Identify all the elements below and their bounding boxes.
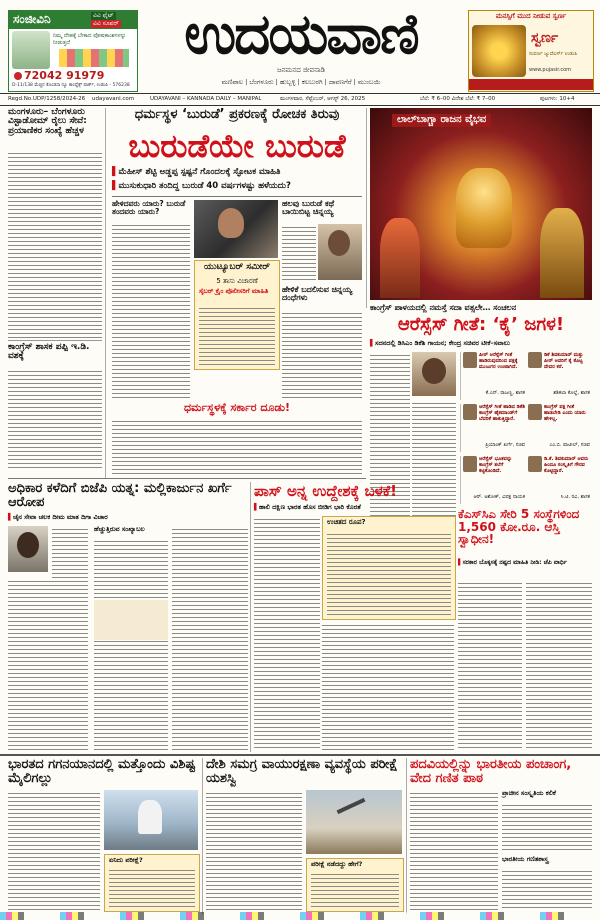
quote-6-text: ಡಿ.ಕೆ. ಶಿವಕುಮಾರ್ ಅವರು ಹಿಂದೂ ಸಂಸ್ಕೃತಿಗೆ ಗೌರವ ಕೊಟ್ಟಿದ್ದಾರೆ. (544, 456, 589, 474)
lead-side2: ಹೇಳಿಕೆ ಬದಲಿಸುವ ಚಿನ್ನಯ್ಯ ದಂಧೆಗಳು (282, 285, 353, 303)
quote-avatar (463, 404, 477, 420)
kharge-bullet-text: ಚೈನ ಸೇವಾ ಚಲಕ ದೀಮ ಮಾತ ದಿಗಾ ವಿಚಾರ (13, 513, 108, 521)
page-count: ಪುಟಗಳು: 10+4 (540, 96, 575, 102)
gaganyaan-box-title: ಏನಿದು ಪರೀಕ್ಷೆ? (109, 856, 143, 864)
rss-headline: ಆರೆಸ್ಸೆಸ್ ಗೀತೆ: ‘ಕೈ’ ಜಗಳ! (397, 314, 565, 335)
right-ad[interactable] (468, 10, 594, 92)
lead-bullet-2-text: ಮುಸುಕುಧಾರಿ ತಂದಿದ್ದ ಬುರುಡೆ 40 ವರ್ಷಗಳಷ್ಟು ಹಳೆಯದು? (118, 181, 291, 191)
website: udayavani.com (92, 96, 135, 102)
panchanga-body-1 (410, 790, 498, 910)
airdefence-box-body (311, 871, 399, 907)
quote-avatar (528, 352, 542, 368)
rss-kicker: ಕಾಂಗ್ರೆಸ್ ಪಾಳಯದಲ್ಲಿ ನಮಸ್ತೆ ಸದಾ ವತ್ಸಲೇ… ಸಂಚಲನ (370, 303, 517, 312)
quote-5-text: ಆರೆಸ್ಸೆಸ್ ಭೂತವನ್ನು ಕಾಂಗ್ರೆಸ್ ತಲೆಗೆ ಕಟ್ಟಿಕೊಂಡಿದೆ. (479, 456, 513, 474)
kharge-body-3 (94, 538, 168, 750)
quote-1-by: ಕೆ.ಎನ್. ರಾಜಣ್ಣ, ಶಾಸಕ (485, 390, 525, 396)
pass-body-1 (254, 516, 320, 750)
lead-body-1 (112, 222, 190, 398)
quote-box-4 (528, 404, 592, 452)
masthead-tagline: ಜನಮನದ ಜೀವನಾಡಿ (277, 66, 325, 74)
left-ad-person-photo (12, 31, 50, 69)
quote-avatar (463, 352, 477, 368)
youtuber-body (199, 305, 275, 365)
quote-5-by: ಆರ್. ಅಶೋಕ್, ವಿಪಕ್ಷ ನಾಯಕ (473, 494, 525, 500)
airdefence-box (306, 858, 404, 912)
gaganyaan-body (8, 790, 100, 910)
hrule-bottom (0, 754, 600, 756)
left-ad[interactable] (8, 10, 138, 92)
kharge-headline: ಅಧಿಕಾರ ಕಳೆದಿಗೆ ಬಿಜೆಪಿ ಯತ್ನ: ಮಲ್ಲಿಕಾರ್ಜುನ ಖರ್ಗೆ ಆರೋಪ (8, 481, 232, 510)
quote-avatar (463, 456, 477, 472)
kspc-body-1 (458, 580, 522, 750)
airdefence-box-title: ಪರೀಕ್ಷೆ ನಡೆದದ್ದು ಹೇಗೆ? (311, 860, 363, 868)
quote-avatar (528, 456, 542, 472)
bullet-icon: ▌ (112, 167, 119, 177)
bullet-icon: ▌ (370, 339, 375, 347)
kharge-inset: ಹೆಚ್ಚುತ್ತಿರುವ ಸಂಖ್ಯಾಬಲ (94, 525, 145, 533)
gaganyaan-headline: ಭಾರತದ ಗಗನಯಾನದಲ್ಲಿ ಮತ್ತೊಂದು ವಿಶಿಷ್ಟ ಮೈಲಿಗಲ್ಲು (8, 757, 196, 786)
kharge-body-2 (8, 578, 88, 750)
phone-icon (14, 72, 22, 80)
pass-bullet (254, 504, 454, 511)
rss-bullet-text: ಸದನದಲ್ಲಿ ಡಿಸಿಎಂ ಡಿಕೆಶಿ ಗಾಯನ; ಕೇಂದ್ರ ಸಚಿವರ ಟೀಕೆ–ಸವಾಲು (375, 339, 510, 347)
left-col-body (8, 150, 102, 338)
lead-side3: ಹಲವು ಬುರುಡೆ ಕಥೆ ಬಾಯಿಬಿಟ್ಟ ಚಿನ್ನಯ್ಯ (282, 199, 335, 217)
left-ad-tag1: ವಿವಿ ಫೈಟ್ (93, 12, 114, 19)
pass-bullet-text: ಹಾಲಿ ದಕ್ಷಿಣ ಭಾರತ ಹೊಸ ಬೀಡಿಗ ಭಾರಿ ಕೊರತೆ (259, 503, 361, 511)
kharge-photo (8, 526, 48, 572)
kharge-quote (94, 600, 168, 640)
reg-number: Regd.No.UDP/1258/2024-26 (8, 96, 86, 102)
panchanga-side1: ಪ್ರಾಚೀನ ಸಂಸ್ಕೃತಿಯ ಕಲಿಕೆ (502, 789, 556, 797)
kspc-bullet (458, 560, 592, 566)
left-ad-bottles (59, 49, 129, 67)
lead-bottom-body (112, 418, 362, 474)
left-ad-line: ನಿಮ್ಮ ದೇಹಕ್ಕೆ ಬೇಕಾದ ಪೋಷಕಾಂಶಗಳನ್ನು ನೀಡುತ್ತದೆ (53, 33, 127, 46)
quote-box-1 (460, 352, 527, 400)
airdefence-photo (306, 790, 402, 854)
rss-bullet (370, 340, 592, 347)
kharge-bullet (8, 514, 248, 521)
quote-box-5 (460, 456, 527, 504)
quote-6-by: ಸಿ.ಟಿ. ರವಿ, ಶಾಸಕ (560, 494, 590, 500)
lalbaug-photo (370, 108, 592, 300)
youtuber-bullet: ಸೈಬರ್ ಕ್ರೈಂ ಪೊಲೀಸರಿಗೆ ಮಾಹಿತಿ (199, 287, 269, 295)
masthead-editions: ಮಣಿಪಾಲ | ಬೆಂಗಳೂರು | ಹುಬ್ಬಳ್ಳಿ | ಕಲಬುರಗಿ | ದಾವಣಗೆರೆ | ಮುಂಬಯಿ (221, 78, 381, 86)
quote-box-2 (528, 352, 592, 400)
quote-box-6 (528, 456, 592, 504)
bullet-icon: ▌ (112, 181, 119, 191)
col-rule-2 (366, 108, 367, 308)
left-col-body2 (8, 368, 102, 470)
quote-3-by: ಪ್ರಿಯಾಂಕ್ ಖರ್ಗೆ, ಸಚಿವ (485, 442, 525, 448)
lead-body-4 (282, 310, 362, 398)
pass-box-title: ಉಚಿತದ ರೂಪ? (327, 518, 366, 526)
quote-1-text: ಪೀರ್ ಆರೆಸ್ಸೆಸ್ ಗೀತೆ ಹಾಡಿರುವುದರಿಂದ ಪಕ್ಷಕ್ಕೆ ಮುಜುಗರ ಉಂಟಾಗಿದೆ. (479, 352, 518, 370)
left-ad-tag2: ವಿವಿ ಸೂಪರ್ (93, 20, 119, 27)
quote-4-text: ಕಾಂಗ್ರೆಸ್ ಪಕ್ಷ ಗೀತೆ ಹಾಡಬೇಡಿ ಎಂದು ಯಾರು ಹೇಳಿಲ್ಲ. (544, 404, 586, 422)
right-ad-footer (469, 79, 593, 90)
hrule-mid (8, 478, 366, 479)
pass-body-2 (322, 622, 454, 750)
panchanga-headline: ಪದವಿಯಲ್ಲಿನ್ನು ಭಾರತೀಯ ಪಂಚಾಂಗ, ವೇದ ಗಣಿತ ಪಾಠ (410, 757, 572, 786)
airdefence-headline: ದೇಶಿ ಸಮಗ್ರ ವಾಯುರಕ್ಷಣಾ ವ್ಯವಸ್ಥೆಯ ಪರೀಕ್ಷೆ ಯಶಸ್ವಿ (206, 757, 398, 786)
quote-avatar (528, 404, 542, 420)
bullet-icon: ▌ (254, 503, 259, 511)
lead-body-3 (282, 224, 316, 280)
gaganyaan-box-body (109, 867, 195, 907)
quote-2-by: ಶಶಿಕಲಾ ಕೊಲ್ಲೆ, ಶಾಸಕ (553, 390, 590, 396)
lead-bullet-1 (112, 168, 362, 177)
masthead-title: ಉದಯವಾಣಿ (184, 2, 418, 67)
youtuber-sub: 5 ತಾಸು ವಿಚಾರಣೆ (216, 277, 258, 285)
lalbaug-caption: ಲಾಲ್‌ಬಾಗ್ಚಾ ರಾಜನ ವೈಭವ (392, 114, 491, 127)
kspc-bullet-text: ಸರಕಾರ ಬೊಕ್ಕಸಕ್ಕೆ ನಷ್ಟದ ಮಾಹಿತಿ ನೀಡಿ: ಜೆಪಿ ವಾರ್ಧಿ (462, 559, 567, 566)
left-ad-brand: ಸಂಜೀವಿನಿ (13, 12, 51, 26)
kspc-headline: ಕೆಎಸ್‌ಸಿಎ ಸೇರಿ 5 ಸಂಸ್ಥೆಗಳಿಂದ 1,560 ಕೋ.ರೂ. ಆಸ್ತಿ ಸ್ವಾಧೀನ! (458, 507, 580, 547)
gaganyaan-photo (104, 790, 198, 850)
left-ad-address: D-11/138 ಮೆಚ್ಚಿನ ಕೊಂಡಸಾ ನ್ಯೂ ಕಾಂಪ್ಲೆಕ್ಸ್ ಪಾರ್ಕ್, ಉಡುಪಿ - 576238 (12, 83, 130, 88)
col-rule-1 (105, 108, 106, 478)
quote-3-text: ಆರೆಸ್ಸೆಸ್ ಗೀತೆ ಹಾಡಿದ ಡಿಕೆಶಿ ಕಾಂಗ್ರೆಸ್ ಹೈಕಮಾಂಡ್‌ಗೆ ಬೆದರಿಕೆ ಹಾಕುತ್ತಿದ್ದಾರೆ. (479, 404, 525, 422)
jewellery-photo (472, 25, 526, 77)
panchanga-side2: ಭಾರತೀಯ ಗಣಿತಶಾಸ್ತ್ರ (502, 855, 549, 863)
gaganyaan-box (104, 854, 200, 912)
airdefence-body (206, 790, 302, 910)
quote-4-by: ಎಂ.ಬಿ. ಪಾಟೀಲ್, ಸಚಿವ (549, 442, 590, 448)
col-rule-3 (250, 482, 251, 752)
pass-box-body (327, 531, 451, 615)
right-ad-site: www.pujasir.com (529, 67, 572, 73)
panchanga-body-2 (502, 802, 592, 852)
kharge-body-4 (172, 526, 248, 750)
lead-bullet-2 (112, 182, 362, 191)
price: ಬೆಲೆ: ₹ 6–00 ವಿದೇಶ ಬೆಲೆ: ₹ 7–00 (420, 96, 496, 102)
lead-bottom-headline: ಧರ್ಮಸ್ಥಳಕ್ಕೆ ಸರ್ಕಾರ ದೂಡು! (183, 401, 291, 414)
right-ad-sub: ಸುವರ್ಣ ಜ್ಯುವೆಲರ್ಸ್ ಉಡುಪಿ (529, 51, 578, 57)
bullet-icon: ▌ (8, 513, 13, 521)
left-ad-phone: 72042 91979 (24, 69, 105, 82)
quote-2-text: ಡಿಕೆ ಶಿವಕುಮಾರ್ ಮತ್ತು ಪೀರ್ ಅವರಿಗೆ ಕೈ ಕೊಟ್ಟ ದೇವರ ಕರೆ. (544, 352, 584, 370)
paper-name: UDAYAVANI – KANNADA DAILY – MANIPAL (150, 96, 262, 102)
left-col-kicker: ಮಂಗಳೂರು– ಬೆಂಗಳೂರು ವಿಸ್ಟಾಡೋಮ್ ರೈಲು ಸೇವೆ: ಪ್ರಯಾಣಿಕರ ಸಂಖ್ಯೆ ಹೆಚ್ಚಳ (8, 107, 87, 136)
right-ad-brand: ಸ್ವರ್ಣ (531, 30, 559, 46)
dks-photo (412, 352, 456, 396)
col-rule-4 (202, 758, 203, 914)
lead-photo (194, 200, 278, 258)
info-bar (0, 93, 600, 106)
youtuber-head: ಯುಟ್ಯೂಬರ್ ಸಮೀರ್ (204, 262, 270, 272)
lead-kicker: ಧರ್ಮಸ್ಥಳ ‘ಬುರುಡೆ’ ಪ್ರಕರಣಕ್ಕೆ ರೋಚಕ ತಿರುವು (134, 107, 340, 122)
right-ad-headline: ಮನಸ್ಸಿಗೆ ಮುದ ನೀಡುವ ಸ್ವರ್ಣ (495, 12, 567, 20)
color-registration-strip (0, 912, 600, 920)
kspc-body-2 (526, 580, 592, 750)
lead-bullet-1-text: ಮೆಹೀಸ್ ಶೆಟ್ಟಿ ಅಡ್ಡಪ್ಪ ಸ್ಪಷ್ಟನೆ ಗೊಂದಲಕ್ಕೆ ಸ್ಫೋಟಕ ಮಾಹಿತಿ (118, 167, 281, 177)
pass-box (322, 516, 456, 620)
quote-box-3 (460, 404, 527, 452)
lead-sidehead: ಹೇಳಿದವರು ಯಾರು? ಬುರುಡೆ ತಂದವರು ಯಾರು? (112, 199, 186, 216)
lead-headline: ಬುರುಡೆಯೇ ಬುರುಡೆ (128, 127, 346, 165)
left-col-head2: ಕಾಂಗ್ರೆಸ್ ಶಾಸಕ ಪಪ್ಪಿ ಇ.ಡಿ. ವಶಕ್ಕೆ (8, 340, 102, 362)
panchanga-body-3 (502, 868, 592, 910)
bullet-icon: ▌ (458, 559, 463, 566)
lead-rule (112, 196, 362, 197)
issue-date: ಮಂಗಳವಾರ, ಸೆಪ್ಟೆಂಬರ್, ಆಗಸ್ಟ್ 26, 2025 (280, 96, 366, 102)
pass-headline: ಪಾಸ್ ಅನ್ನ ಉದ್ದೇಶಕ್ಕೆ ಬಳಕೆ! (254, 482, 398, 500)
col-rule-5 (406, 758, 407, 914)
chinnayya-photo (318, 224, 362, 280)
youtuber-box (194, 260, 280, 370)
